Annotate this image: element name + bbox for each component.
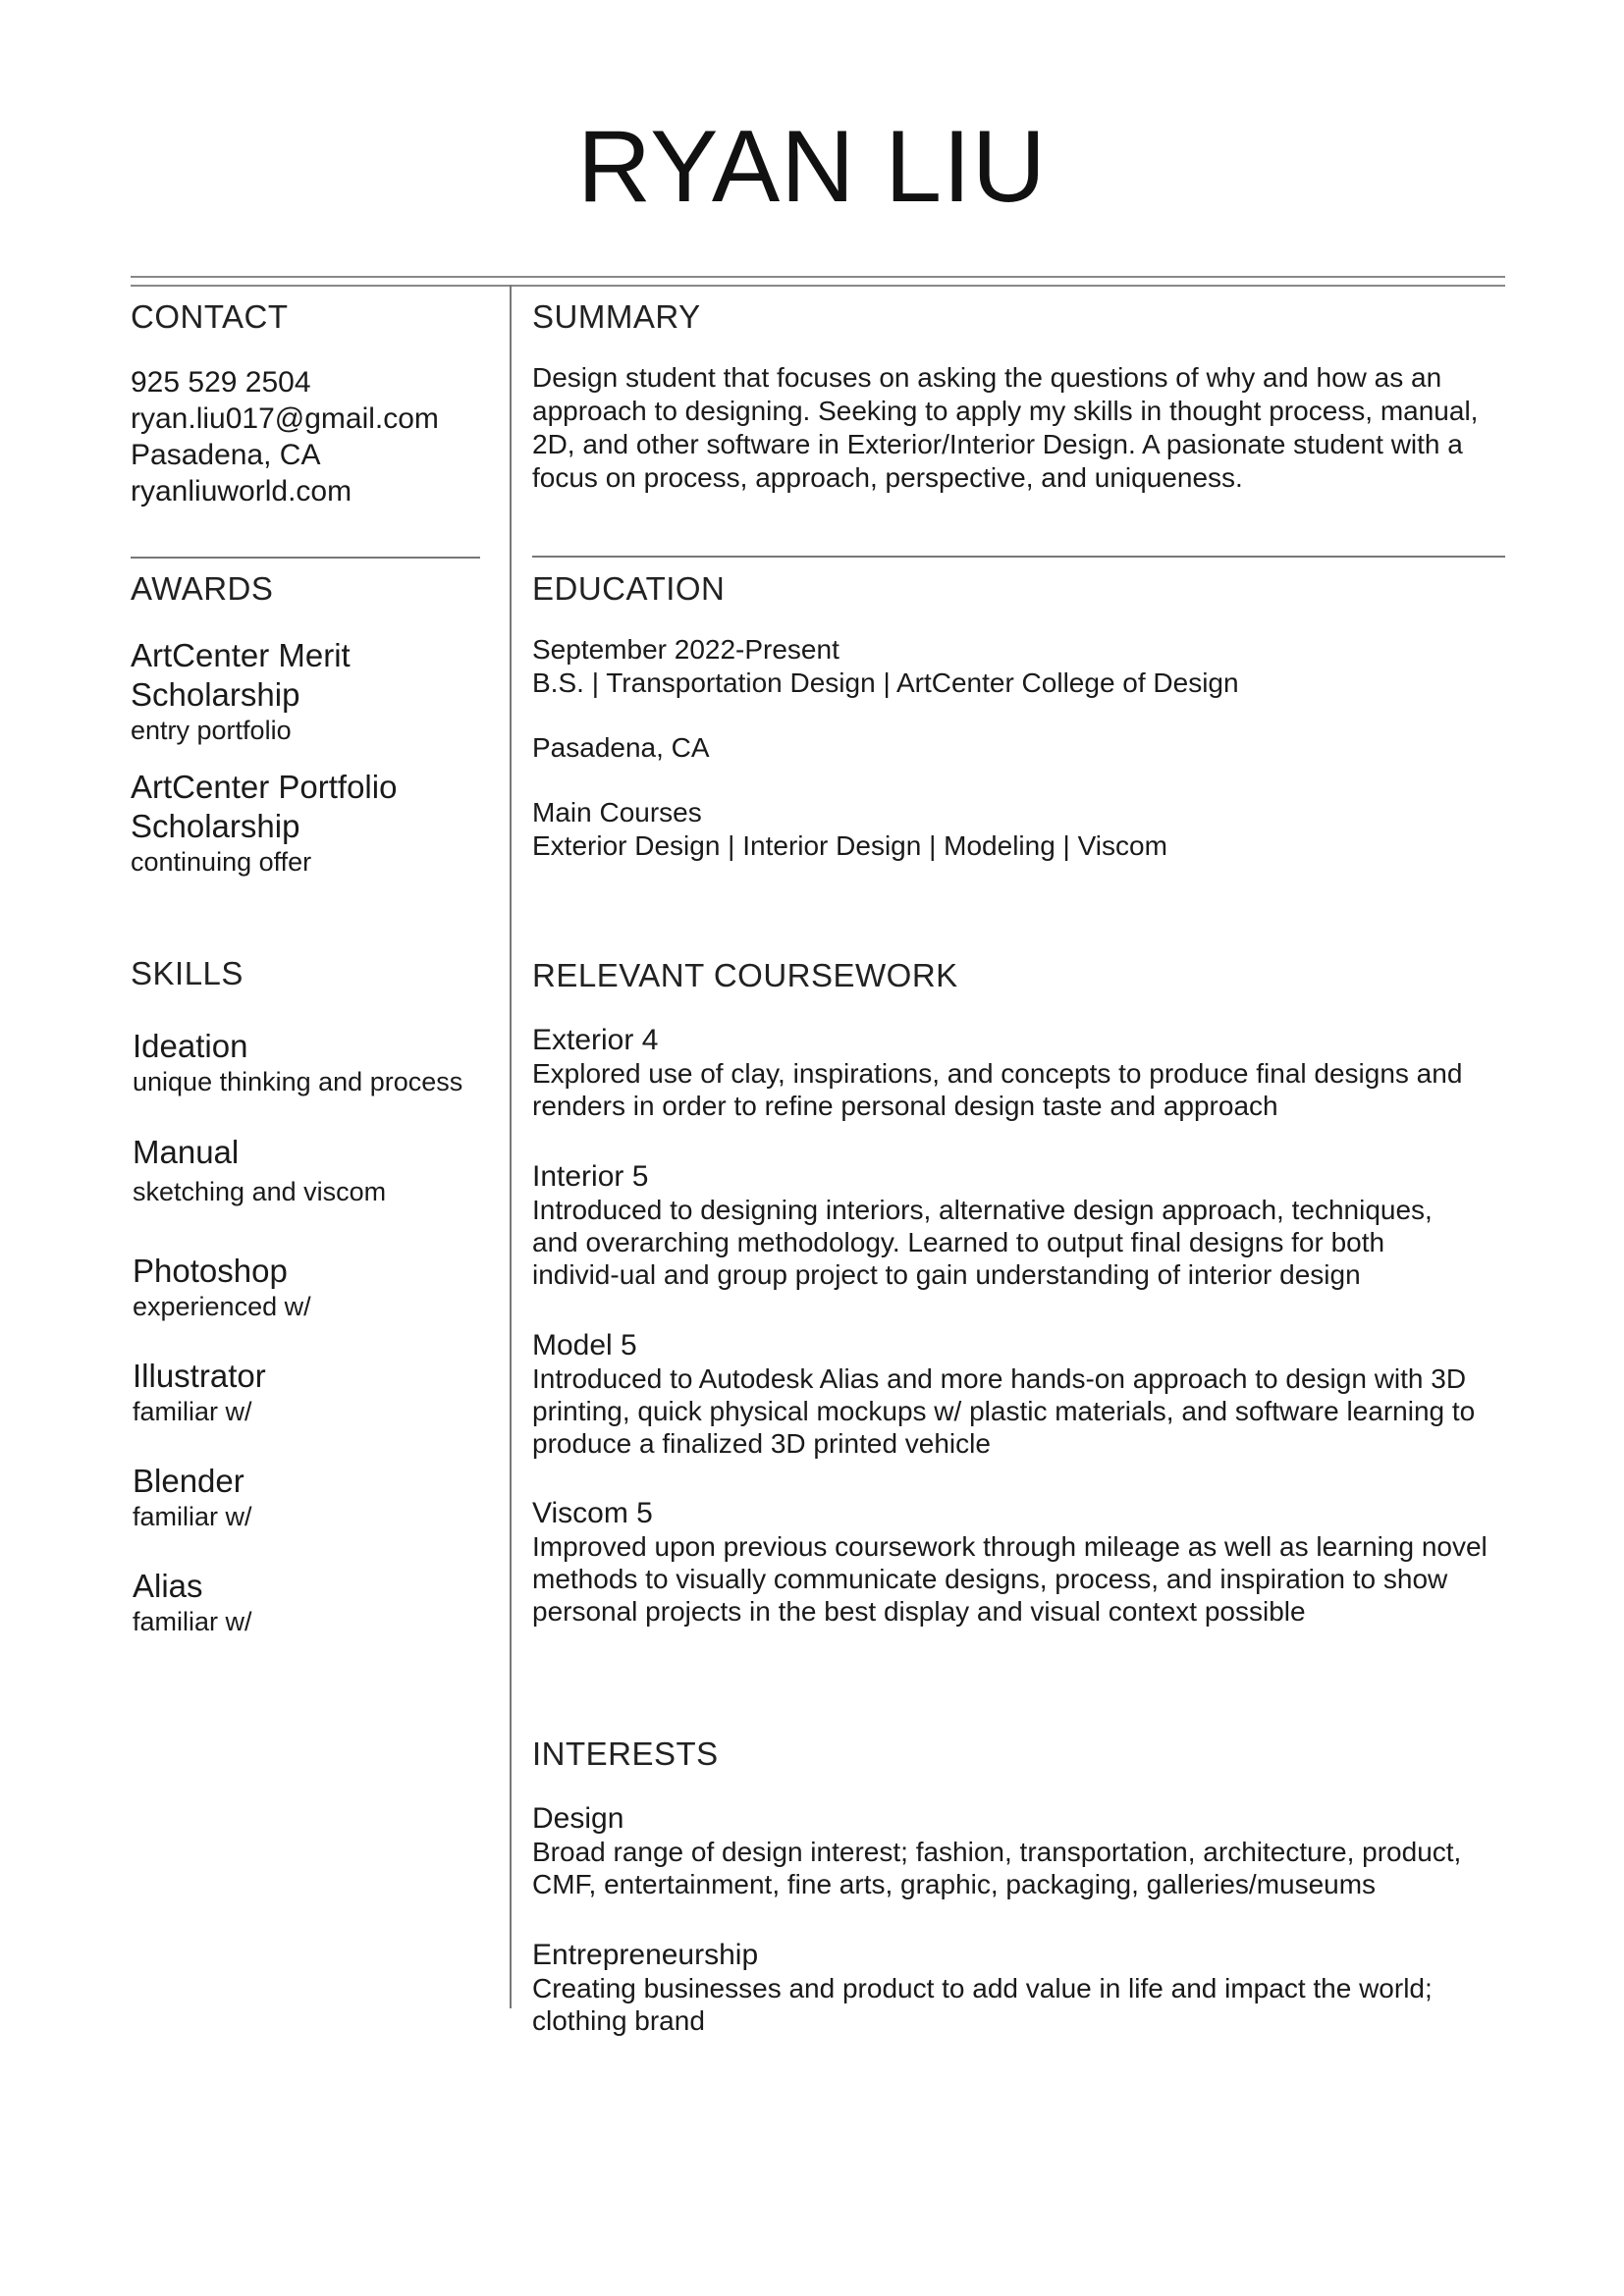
- award-item: [131, 768, 494, 878]
- coursework-item: [532, 1160, 1514, 1291]
- skill-title: Manual: [133, 1134, 240, 1170]
- award-sub: continuing offer: [131, 847, 312, 878]
- summary-heading: SUMMARY: [532, 298, 701, 335]
- skill-sub: experienced w/: [133, 1292, 311, 1321]
- summary-line: Design student that focuses on asking the questions of why and how as an: [532, 362, 1442, 394]
- summary-line: approach to designing. Seeking to apply my skills in thought process, manual,: [532, 396, 1479, 427]
- skill-item: [133, 1462, 252, 1532]
- skill-title: Alias: [133, 1568, 203, 1604]
- skill-item: [133, 1133, 386, 1207]
- award-title: ArtCenter Portfolio: [131, 769, 398, 806]
- skill-title: Illustrator: [133, 1358, 266, 1394]
- interests-heading: INTERESTS: [532, 1735, 719, 1772]
- interest-line: Broad range of design interest; fashion, transportation, architecture, product,: [532, 1837, 1462, 1867]
- coursework-line: individ-ual and group project to gain understanding of interior design: [532, 1259, 1361, 1290]
- interest-line: Creating businesses and product to add value in life and impact the world;: [532, 1973, 1433, 2003]
- coursework-line: personal projects in the best display and visual context possible: [532, 1596, 1306, 1627]
- interest-line: CMF, entertainment, fine arts, graphic, packaging, galleries/museums: [532, 1869, 1377, 1899]
- skill-sub: familiar w/: [133, 1502, 252, 1531]
- education-degree: B.S. | Transportation Design | ArtCenter College of Design: [532, 667, 1239, 699]
- skill-item: [133, 1357, 266, 1427]
- education-location: Pasadena, CA: [532, 732, 710, 764]
- education-courses-label: Main Courses: [532, 797, 702, 828]
- coursework-title: Model 5: [532, 1329, 637, 1362]
- top-rule-1: [131, 276, 1505, 278]
- coursework-line: renders in order to refine personal design taste and approach: [532, 1091, 1278, 1121]
- coursework-line: produce a finalized 3D printed vehicle: [532, 1428, 991, 1459]
- contact-website[interactable]: ryanliuworld.com: [131, 475, 352, 508]
- summary-line: 2D, and other software in Exterior/Interior Design. A pasionate student with a: [532, 429, 1463, 460]
- coursework-line: Explored use of clay, inspirations, and concepts to produce final designs and: [532, 1058, 1463, 1089]
- awards-heading: AWARDS: [131, 570, 274, 607]
- coursework-item: [532, 1497, 1514, 1628]
- skill-title: Photoshop: [133, 1253, 288, 1289]
- skill-sub: familiar w/: [133, 1607, 252, 1636]
- education-section: [532, 571, 1514, 863]
- left-rule-awards: [131, 557, 480, 559]
- awards-section: [131, 571, 494, 878]
- coursework-title: Exterior 4: [532, 1024, 659, 1056]
- coursework-line: and overarching methodology. Learned to output final designs for both: [532, 1227, 1385, 1257]
- skills-heading: SKILLS: [131, 955, 244, 991]
- skill-title: Ideation: [133, 1028, 248, 1064]
- coursework-item: [532, 1024, 1514, 1122]
- skill-item: [133, 1252, 311, 1322]
- interest-item: [532, 1939, 1514, 2037]
- education-courses: Exterior Design | Interior Design | Modeling | Viscom: [532, 830, 1167, 862]
- coursework-heading: RELEVANT COURSEWORK: [532, 957, 958, 993]
- top-rule-2: [131, 285, 1505, 287]
- resume-name: RYAN LIU: [576, 110, 1048, 224]
- skill-sub: familiar w/: [133, 1397, 252, 1426]
- education-dates: September 2022-Present: [532, 634, 839, 666]
- coursework-title: Viscom 5: [532, 1497, 653, 1529]
- skill-item: [133, 1567, 252, 1637]
- coursework-title: Interior 5: [532, 1160, 649, 1193]
- skill-item: [133, 1027, 462, 1097]
- right-rule-education: [532, 556, 1505, 558]
- coursework-line: Introduced to designing interiors, alternative design approach, techniques,: [532, 1195, 1433, 1225]
- coursework-line: Introduced to Autodesk Alias and more hands-on approach to design with 3D: [532, 1363, 1467, 1394]
- summary-section: [532, 299, 1514, 495]
- interest-title: Design: [532, 1802, 624, 1835]
- contact-heading: CONTACT: [131, 298, 289, 335]
- award-title: ArtCenter Merit: [131, 637, 351, 674]
- contact-location: Pasadena, CA: [131, 439, 321, 472]
- summary-line: focus on process, approach, perspective, and uniqueness.: [532, 462, 1243, 494]
- column-divider: [510, 285, 512, 2008]
- award-title: Scholarship: [131, 676, 300, 714]
- award-item: [131, 636, 494, 746]
- interest-line: clothing brand: [532, 2005, 705, 2036]
- contact-email[interactable]: ryan.liu017@gmail.com: [131, 402, 439, 436]
- contact-phone: 925 529 2504: [131, 366, 311, 400]
- coursework-item: [532, 1329, 1514, 1460]
- skill-sub: unique thinking and process: [133, 1067, 463, 1096]
- coursework-line: printing, quick physical mockups w/ plastic materials, and software learning to: [532, 1396, 1476, 1426]
- award-sub: entry portfolio: [131, 716, 292, 746]
- coursework-line: methods to visually communicate designs, process, and inspiration to show: [532, 1564, 1448, 1594]
- skill-title: Blender: [133, 1463, 244, 1499]
- skill-sub: sketching and viscom: [133, 1177, 387, 1206]
- interest-item: [532, 1802, 1514, 1900]
- contact-section: [131, 299, 494, 509]
- award-title: Scholarship: [131, 808, 300, 845]
- education-heading: EDUCATION: [532, 570, 726, 607]
- interest-title: Entrepreneurship: [532, 1939, 759, 1971]
- coursework-line: Improved upon previous coursework through mileage as well as learning novel: [532, 1531, 1488, 1562]
